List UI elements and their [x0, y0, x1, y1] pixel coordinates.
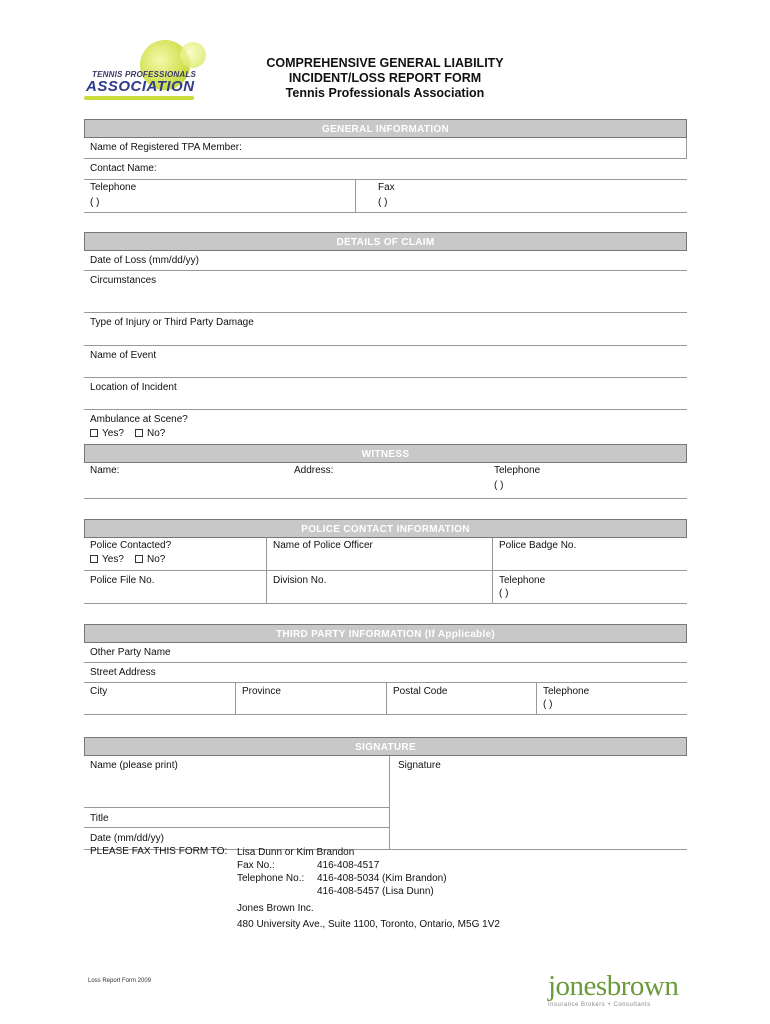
- logo-text-bottom: ASSOCIATION: [86, 78, 195, 95]
- fax-paren: ( ): [378, 197, 388, 208]
- no-label: No?: [147, 428, 166, 439]
- signature-label: Signature: [398, 760, 441, 771]
- title-line-2: INCIDENT/LOSS REPORT FORM: [288, 71, 482, 85]
- section-heading: WITNESS: [84, 444, 687, 463]
- witness-telephone-label: Telephone: [494, 465, 541, 476]
- police-contacted-label: Police Contacted?: [90, 540, 172, 551]
- witness-section: [84, 444, 687, 499]
- city-field[interactable]: [84, 683, 236, 714]
- jones-brown-wordmark: jonesbrown: [548, 970, 679, 1002]
- yes-label: Yes?: [102, 554, 124, 565]
- company-name: Jones Brown Inc.: [237, 903, 314, 914]
- police-contacted-field: [84, 538, 267, 570]
- witness-address-field[interactable]: [288, 463, 488, 498]
- city-label: City: [90, 686, 108, 697]
- witness-row: [84, 463, 687, 499]
- tpa-logo: [82, 40, 212, 104]
- signature-left-column: [84, 756, 390, 850]
- police-telephone-paren: ( ): [499, 588, 509, 599]
- phone-fax-row: [84, 179, 687, 213]
- location-label: Location of Incident: [90, 382, 177, 393]
- street-address-label: Street Address: [90, 667, 156, 678]
- ambulance-no-checkbox[interactable]: [135, 429, 143, 437]
- police-telephone-label: Telephone: [499, 575, 546, 586]
- third-party-telephone-paren: ( ): [543, 699, 553, 710]
- contact-details: [237, 846, 500, 931]
- police-contact-section: [84, 519, 687, 604]
- third-party-telephone-field[interactable]: [537, 683, 595, 714]
- section-heading: THIRD PARTY INFORMATION (If Applicable): [84, 624, 687, 643]
- logo-swoosh: [84, 96, 194, 100]
- police-officer-field[interactable]: [267, 538, 493, 570]
- no-label: No?: [147, 554, 166, 565]
- third-party-telephone-label: Telephone: [543, 686, 590, 697]
- police-row-2: [84, 571, 687, 604]
- print-name-label: Name (please print): [90, 760, 178, 771]
- title-line-1: COMPREHENSIVE GENERAL LIABILITY: [266, 56, 504, 70]
- details-of-claim-section: [84, 232, 687, 443]
- witness-name-field[interactable]: [84, 463, 288, 498]
- title-label: Title: [90, 813, 109, 824]
- contact-label: Contact Name:: [90, 163, 157, 174]
- province-field[interactable]: [236, 683, 387, 714]
- ambulance-field: [84, 410, 194, 443]
- date-of-loss-label: Date of Loss (mm/dd/yy): [90, 255, 199, 266]
- telephone-field[interactable]: [84, 180, 356, 212]
- fax-label: Fax: [378, 182, 395, 193]
- event-label: Name of Event: [90, 350, 157, 361]
- date-label: Date (mm/dd/yy): [90, 833, 164, 844]
- fax-no-value: 416-408-4517: [317, 860, 380, 871]
- city-row: [84, 683, 687, 715]
- contact-row[interactable]: [84, 159, 687, 179]
- event-row[interactable]: [84, 346, 687, 378]
- signature-field[interactable]: [390, 756, 687, 850]
- contact-names: Lisa Dunn or Kim Brandon: [237, 847, 355, 858]
- telephone-label: Telephone: [90, 182, 137, 193]
- yes-label: Yes?: [102, 428, 124, 439]
- police-file-label: Police File No.: [90, 575, 155, 586]
- section-heading: GENERAL INFORMATION: [84, 119, 687, 138]
- company-address: 480 University Ave., Suite 1100, Toronto, Ontario, M5G 1V2: [237, 919, 500, 930]
- fax-field[interactable]: [356, 180, 401, 212]
- date-of-loss-row[interactable]: [84, 251, 687, 271]
- injury-label: Type of Injury or Third Party Damage: [90, 317, 254, 328]
- police-badge-label: Police Badge No.: [499, 540, 577, 551]
- injury-row[interactable]: [84, 313, 687, 346]
- form-id: Loss Report Form 2009: [88, 978, 152, 984]
- form-title: [240, 56, 530, 101]
- telephone-no-value-1: 416-408-5034 (Kim Brandon): [317, 873, 447, 884]
- postal-code-field[interactable]: [387, 683, 537, 714]
- telephone-no-label: Telephone No.:: [237, 873, 305, 884]
- ambulance-yes-checkbox[interactable]: [90, 429, 98, 437]
- street-address-row[interactable]: [84, 663, 687, 683]
- third-party-section: [84, 624, 687, 715]
- telephone-paren: ( ): [90, 197, 100, 208]
- section-heading: POLICE CONTACT INFORMATION: [84, 519, 687, 538]
- witness-name-label: Name:: [90, 465, 120, 476]
- general-information-section: [84, 119, 687, 213]
- circumstances-row[interactable]: [84, 271, 687, 313]
- member-label: Name of Registered TPA Member:: [90, 142, 242, 153]
- title-line-3: Tennis Professionals Association: [285, 86, 485, 100]
- division-field[interactable]: [267, 571, 493, 603]
- police-badge-field[interactable]: [493, 538, 582, 570]
- signature-body: [84, 756, 687, 850]
- jones-brown-tagline: Insurance Brokers + Consultants: [548, 1002, 651, 1008]
- section-heading: DETAILS OF CLAIM: [84, 232, 687, 251]
- ambulance-row: [84, 410, 687, 443]
- witness-telephone-field[interactable]: [488, 463, 546, 498]
- signature-section: [84, 737, 687, 850]
- division-label: Division No.: [273, 575, 327, 586]
- print-name-row[interactable]: [84, 756, 389, 808]
- ambulance-label: Ambulance at Scene?: [90, 414, 188, 425]
- circumstances-label: Circumstances: [90, 275, 157, 286]
- postal-code-label: Postal Code: [393, 686, 448, 697]
- witness-address-label: Address:: [294, 465, 334, 476]
- section-heading: SIGNATURE: [84, 737, 687, 756]
- police-officer-label: Name of Police Officer: [273, 540, 373, 551]
- province-label: Province: [242, 686, 281, 697]
- logo-text-top: TENNIS PROFESSIONALS: [92, 70, 197, 79]
- police-no-checkbox[interactable]: [135, 555, 143, 563]
- other-party-label: Other Party Name: [90, 647, 171, 658]
- police-file-field[interactable]: [84, 571, 267, 603]
- title-row[interactable]: [84, 808, 389, 828]
- police-yes-checkbox[interactable]: [90, 555, 98, 563]
- police-row-1: [84, 538, 687, 571]
- jones-brown-logo: [548, 972, 678, 1008]
- witness-telephone-paren: ( ): [494, 480, 504, 491]
- fax-no-label: Fax No.:: [237, 860, 275, 871]
- telephone-no-value-2: 416-408-5457 (Lisa Dunn): [317, 886, 434, 897]
- other-party-row[interactable]: [84, 643, 687, 663]
- police-telephone-field[interactable]: [493, 571, 551, 603]
- location-row[interactable]: [84, 378, 687, 410]
- fax-instructions-label: PLEASE FAX THIS FORM TO:: [90, 846, 228, 857]
- member-row[interactable]: [84, 138, 687, 159]
- tennis-ball-icon: [180, 42, 206, 68]
